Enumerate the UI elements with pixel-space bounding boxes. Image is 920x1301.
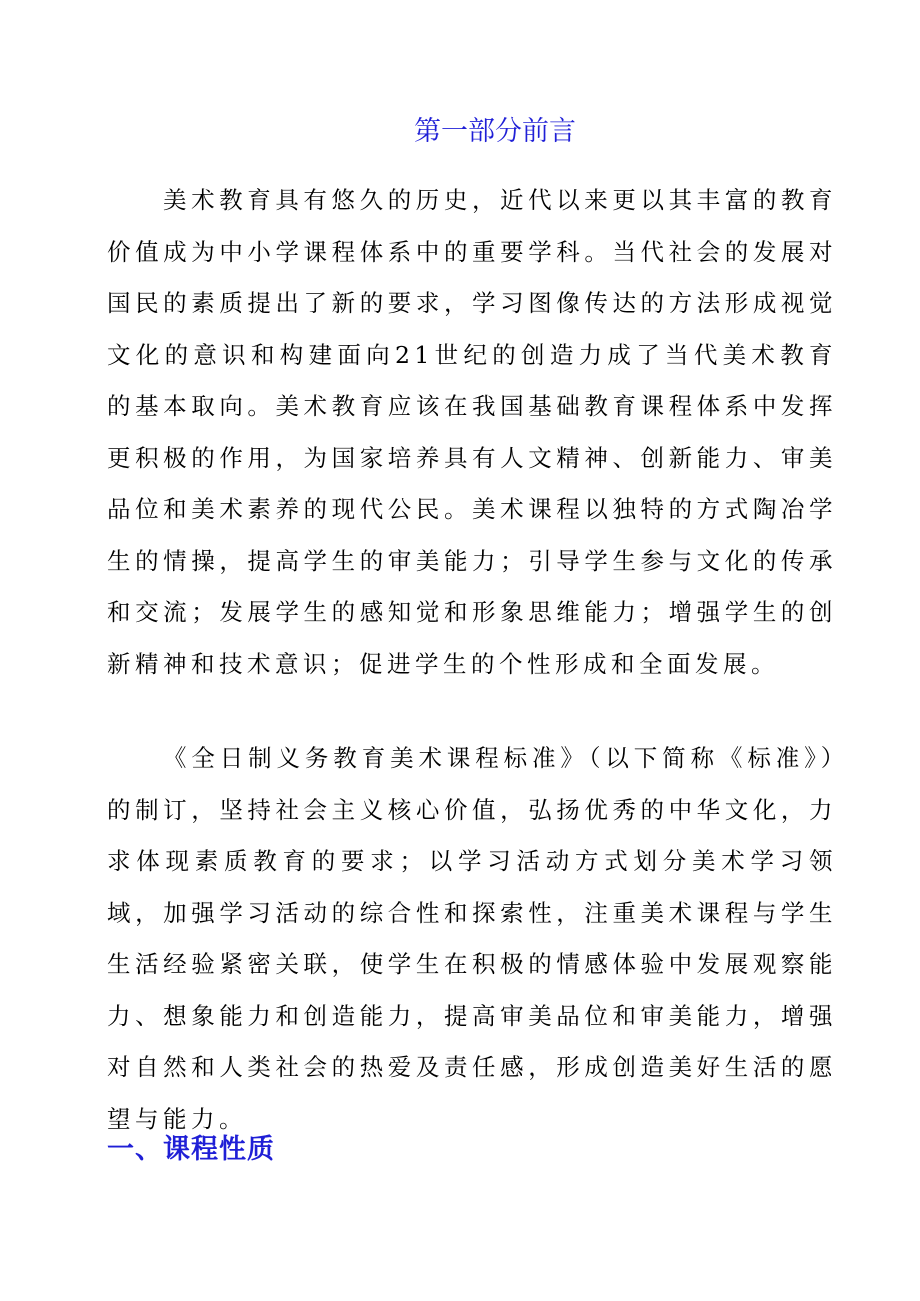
paragraph-intro: 美术教育具有悠久的历史，近代以来更以其丰富的教育价值成为中小学课程体系中的重要学科。当代社会的发展对国民的素质提出了新的要求，学习图像传达的方法形成视觉文化的意识和构建面向21世纪的创造力成了当代美术教育的基本取向。美术教育应该在我国基础教育课程体系中发挥更积极的作用，为国家培养具有人文精神、创新能力、审美品位和美术素养的现代公民。美术课程以独特的方式陶冶学生的情操，提高学生的审美能力；引导学生参与文化的传承和交流；发展学生的感知觉和形象思维能力；增强学生的创新精神和技术意识；促进学生的个性形成和全面发展。 (107, 186, 837, 678)
paragraph-standard: 《全日制义务教育美术课程标准》（以下简称《标准》）的制订，坚持社会主义核心价值，弘扬优秀的中华文化，力求体现素质教育的要求；以学习活动方式划分美术学习领域，加强学习活动的综合性和探索性，注重美术课程与学生生活经验紧密关联，使学生在积极的情感体验中发展观察能力、想象能力和创造能力，提高审美品位和审美能力，增强对自然和人类社会的热爱及责任感，形成创造美好生活的愿望与能力。 (107, 744, 837, 1133)
page-title: 第一部分前言 (414, 116, 576, 147)
section-heading: 一、课程性质 (107, 1134, 275, 1165)
